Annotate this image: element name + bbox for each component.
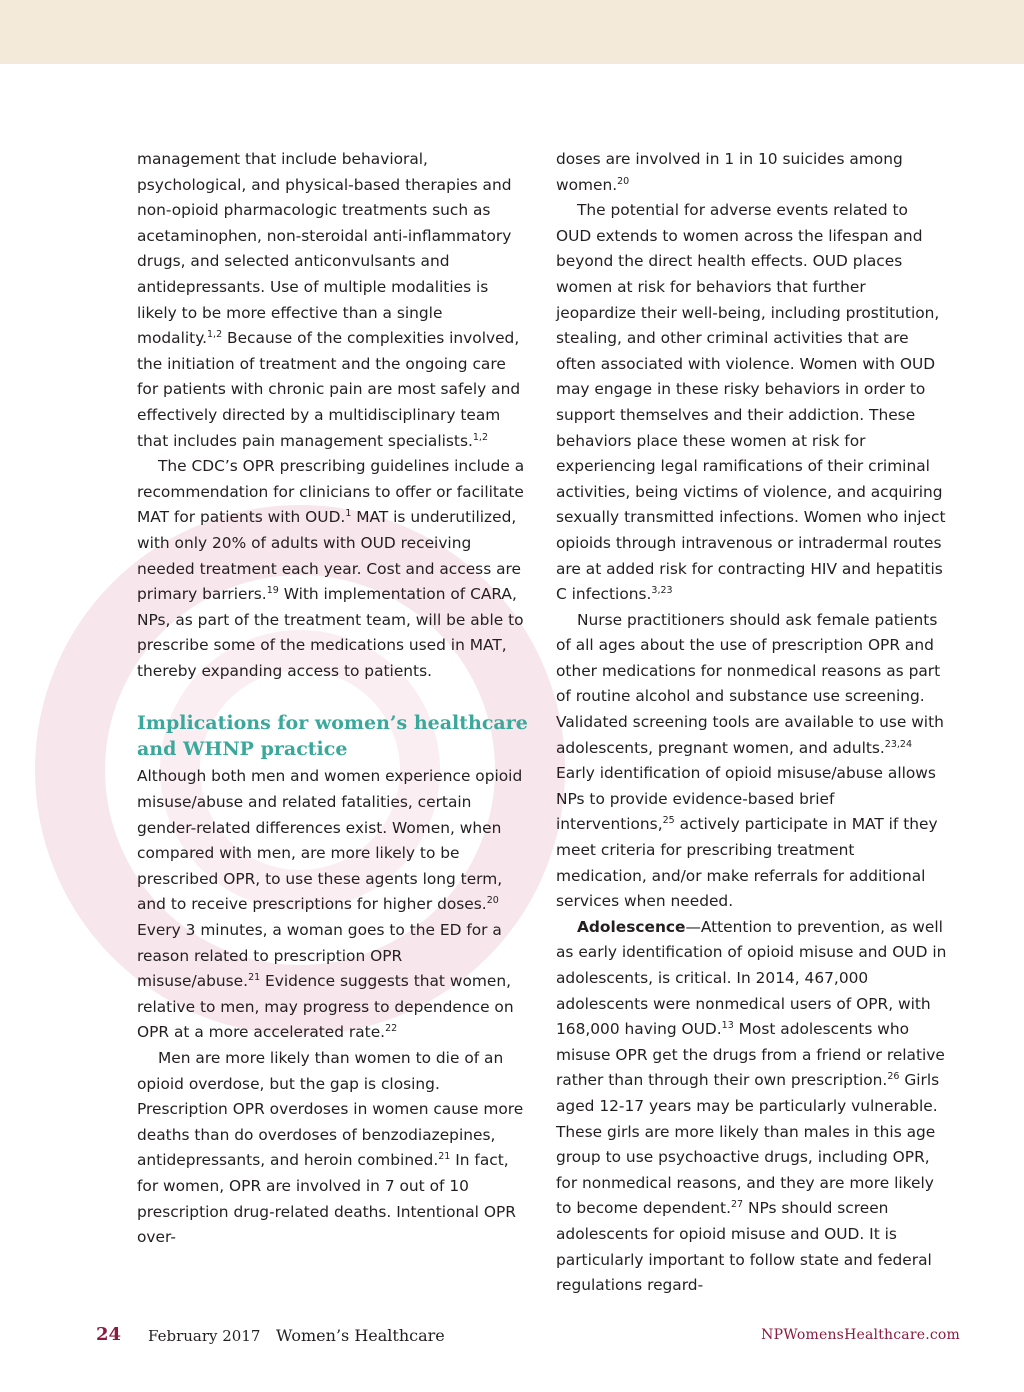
- paragraph: The potential for adverse events related to OUD extends to women across the lifespan and beyond the direct health effects. OUD places women at risk for behaviors that further jeopardize their well-being, including prostitution, stealing, and other criminal activities that are often associated with violence. Women with OUD may engage in these risky behaviors in order to support themselves and their addiction. These behaviors place these women at risk for experiencing legal ramifications of their criminal activities, being victims of violence, and acquiring sexually transmitted infections. Women who inject opioids through intravenous or intradermal routes are at added risk for contracting HIV and hepatitis C infections.$^{3,23}$: [556, 201, 946, 604]
- paragraph: management that include behavioral, psychological, and physical-based therapies and non-opioid pharmacologic treatments such as acetaminophen, non-steroidal anti-inflammatory drugs, and selected anticonvulsants and antidepressants. Use of multiple modalities is likely to be more effective than a single modality.$^{1,2}$ Because of the complexities involved, the initiation of treatment and the ongoing care for patients with chronic pain are most safely and effectively directed by a multidisciplinary team that includes pain management specialists.$^{1,2}$: [137, 150, 521, 450]
- right-column: [556, 147, 948, 1299]
- paragraph: doses are involved in 1 in 10 suicides among women.$^{20}$: [556, 150, 903, 194]
- run-in-heading: Adolescence: [577, 917, 686, 936]
- website-link[interactable]: NPWomensHealthcare.com: [761, 1327, 960, 1343]
- issue-date: February 2017: [148, 1327, 261, 1345]
- magazine-title: Women’s Healthcare: [276, 1326, 445, 1345]
- paragraph: Men are more likely than women to die of an opioid overdose, but the gap is closing. Prescription OPR overdoses in women cause more deaths than do overdoses of benzodiazepines, antidepressants, and heroin combined.$^{21}$ In fact, for women, OPR are involved in 7 out of 10 prescription drug-related deaths. Intentional OPR over-: [137, 1049, 524, 1247]
- paragraph: Nurse practitioners should ask female patients of all ages about the use of prescription OPR and other medications for nonmedical reasons as part of routine alcohol and substance use screening. Validated screening tools are available to use with adolescents, pregnant women, and adults.$^{23,24}$ Early identification of opioid misuse/abuse allows NPs to provide evidence-based brief interventions,$^{25}$ actively participate in MAT if they meet criteria for prescribing treatment medication, and/or make referrals for additional services when needed.: [556, 610, 944, 911]
- section-heading: Implications for women’s healthcare and WHNP practice: [137, 712, 528, 761]
- paragraph: Adolescence—Attention to prevention, as well as early identification of opioid misuse and OUD in adolescents, is critical. In 2014, 467,000 adolescents were nonmedical users of OPR, with 168,000 having OUD.$^{13}$ Most adolescents who misuse OPR get the drugs from a friend or relative rather than through their own prescription.$^{26}$ Girls aged 12-17 years may be particularly vulnerable. These girls are more likely than males in this age group to use psychoactive drugs, including OPR, for nonmedical reasons, and they are more likely to become dependent.$^{27}$ NPs should screen adolescents for opioid misuse and OUD. It is particularly important to follow state and federal regulations regard-: [556, 917, 947, 1295]
- paragraph: Although both men and women experience opioid misuse/abuse and related fatalities, certain gender-related differences exist. Women, when compared with men, are more likely to be prescribed OPR, to use these agents long term, and to receive prescriptions for higher doses.$^{20}$ Every 3 minutes, a woman goes to the ED for a reason related to prescription OPR misuse/abuse.$^{21}$ Evidence suggests that women, relative to men, may progress to dependence on OPR at a more accelerated rate.$^{22}$: [137, 767, 523, 1042]
- left-column: [137, 147, 529, 1251]
- paragraph: The CDC’s OPR prescribing guidelines include a recommendation for clinicians to offer or facilitate MAT for patients with OUD.$^1$ MAT is underutilized, with only 20% of adults with OUD receiving needed treatment each year. Cost and access are primary barriers.$^{19}$ With implementation of CARA, NPs, as part of the treatment team, will be able to prescribe some of the medications used in MAT, thereby expanding access to patients.: [137, 457, 525, 680]
- page-footer: [0, 1322, 1024, 1352]
- top-color-band: [0, 0, 1024, 64]
- page-number: 24: [96, 1324, 122, 1345]
